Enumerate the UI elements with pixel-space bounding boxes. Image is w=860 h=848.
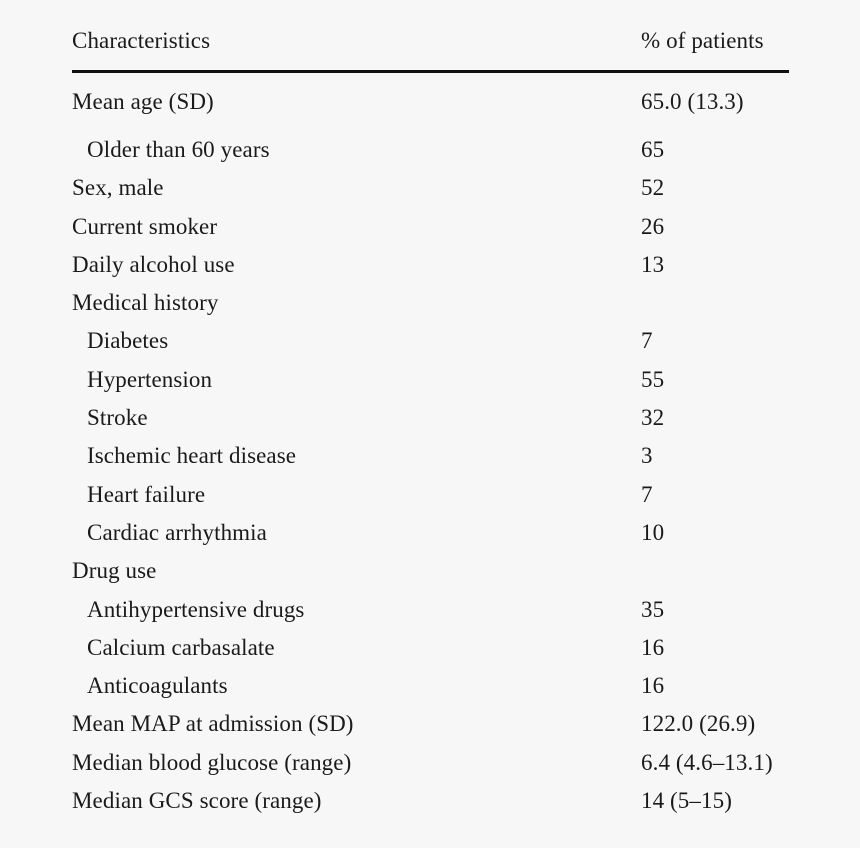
- table-row: [72, 437, 789, 475]
- table-row: [72, 744, 789, 782]
- row-value: 32: [641, 405, 665, 431]
- characteristics-table: [72, 26, 789, 820]
- row-value: 16: [641, 673, 665, 699]
- row-characteristic: Hypertension: [87, 366, 213, 392]
- row-value: 14 (5–15): [641, 788, 732, 814]
- table-row: [72, 591, 789, 629]
- row-value: 6.4 (4.6–13.1): [641, 749, 773, 775]
- table-header: [72, 26, 789, 72]
- table-row: [72, 629, 789, 667]
- row-characteristic: Cardiac arrhythmia: [87, 519, 267, 545]
- column-header-percent-of-patients: % of patients: [641, 28, 764, 53]
- table-row: [72, 246, 789, 284]
- row-value: 65.0 (13.3): [641, 89, 744, 114]
- row-characteristic: Older than 60 years: [87, 137, 270, 162]
- row-value: 35: [641, 596, 665, 622]
- row-characteristic: Diabetes: [87, 328, 169, 354]
- row-characteristic: Mean age (SD): [72, 89, 214, 114]
- table-row: [72, 72, 789, 132]
- row-characteristic: Median GCS score (range): [72, 788, 322, 814]
- table-row: [72, 782, 789, 820]
- row-characteristic: Stroke: [87, 405, 148, 431]
- row-value: 16: [641, 634, 665, 660]
- table-row: [72, 399, 789, 437]
- table-row: [72, 208, 789, 246]
- row-characteristic: Heart failure: [87, 481, 206, 507]
- table-row: [72, 169, 789, 207]
- row-value: 7: [641, 328, 653, 354]
- table-body: [72, 72, 789, 821]
- row-characteristic: Daily alcohol use: [72, 251, 235, 277]
- table-row: [72, 667, 789, 705]
- table-row: [72, 284, 789, 322]
- row-value: [641, 552, 789, 590]
- row-value: 13: [641, 251, 665, 277]
- row-value: 122.0 (26.9): [641, 711, 756, 737]
- row-value: 52: [641, 175, 665, 201]
- row-value: 26: [641, 213, 665, 239]
- row-characteristic: Antihypertensive drugs: [87, 596, 305, 622]
- table-row: [72, 322, 789, 360]
- table-row: [72, 705, 789, 743]
- row-characteristic: Ischemic heart disease: [87, 443, 297, 469]
- row-characteristic: Drug use: [72, 558, 157, 584]
- row-value: 10: [641, 519, 665, 545]
- table-row: [72, 131, 789, 169]
- row-characteristic: Calcium carbasalate: [87, 634, 275, 660]
- row-value: 55: [641, 366, 665, 392]
- row-characteristic: Anticoagulants: [87, 673, 228, 699]
- table-row: [72, 514, 789, 552]
- row-value: 7: [641, 481, 653, 507]
- table-header-row: [72, 26, 789, 72]
- table-row: [72, 361, 789, 399]
- column-header-characteristics: Characteristics: [72, 28, 211, 53]
- table-row: [72, 552, 789, 590]
- row-characteristic: Median blood glucose (range): [72, 749, 352, 775]
- row-characteristic: Medical history: [72, 290, 219, 316]
- row-characteristic: Sex, male: [72, 175, 164, 201]
- row-characteristic: Current smoker: [72, 213, 218, 239]
- row-characteristic: Mean MAP at admission (SD): [72, 711, 354, 737]
- row-value: 3: [641, 443, 653, 469]
- row-value: 65: [641, 137, 665, 162]
- table-row: [72, 476, 789, 514]
- row-value: [641, 284, 789, 322]
